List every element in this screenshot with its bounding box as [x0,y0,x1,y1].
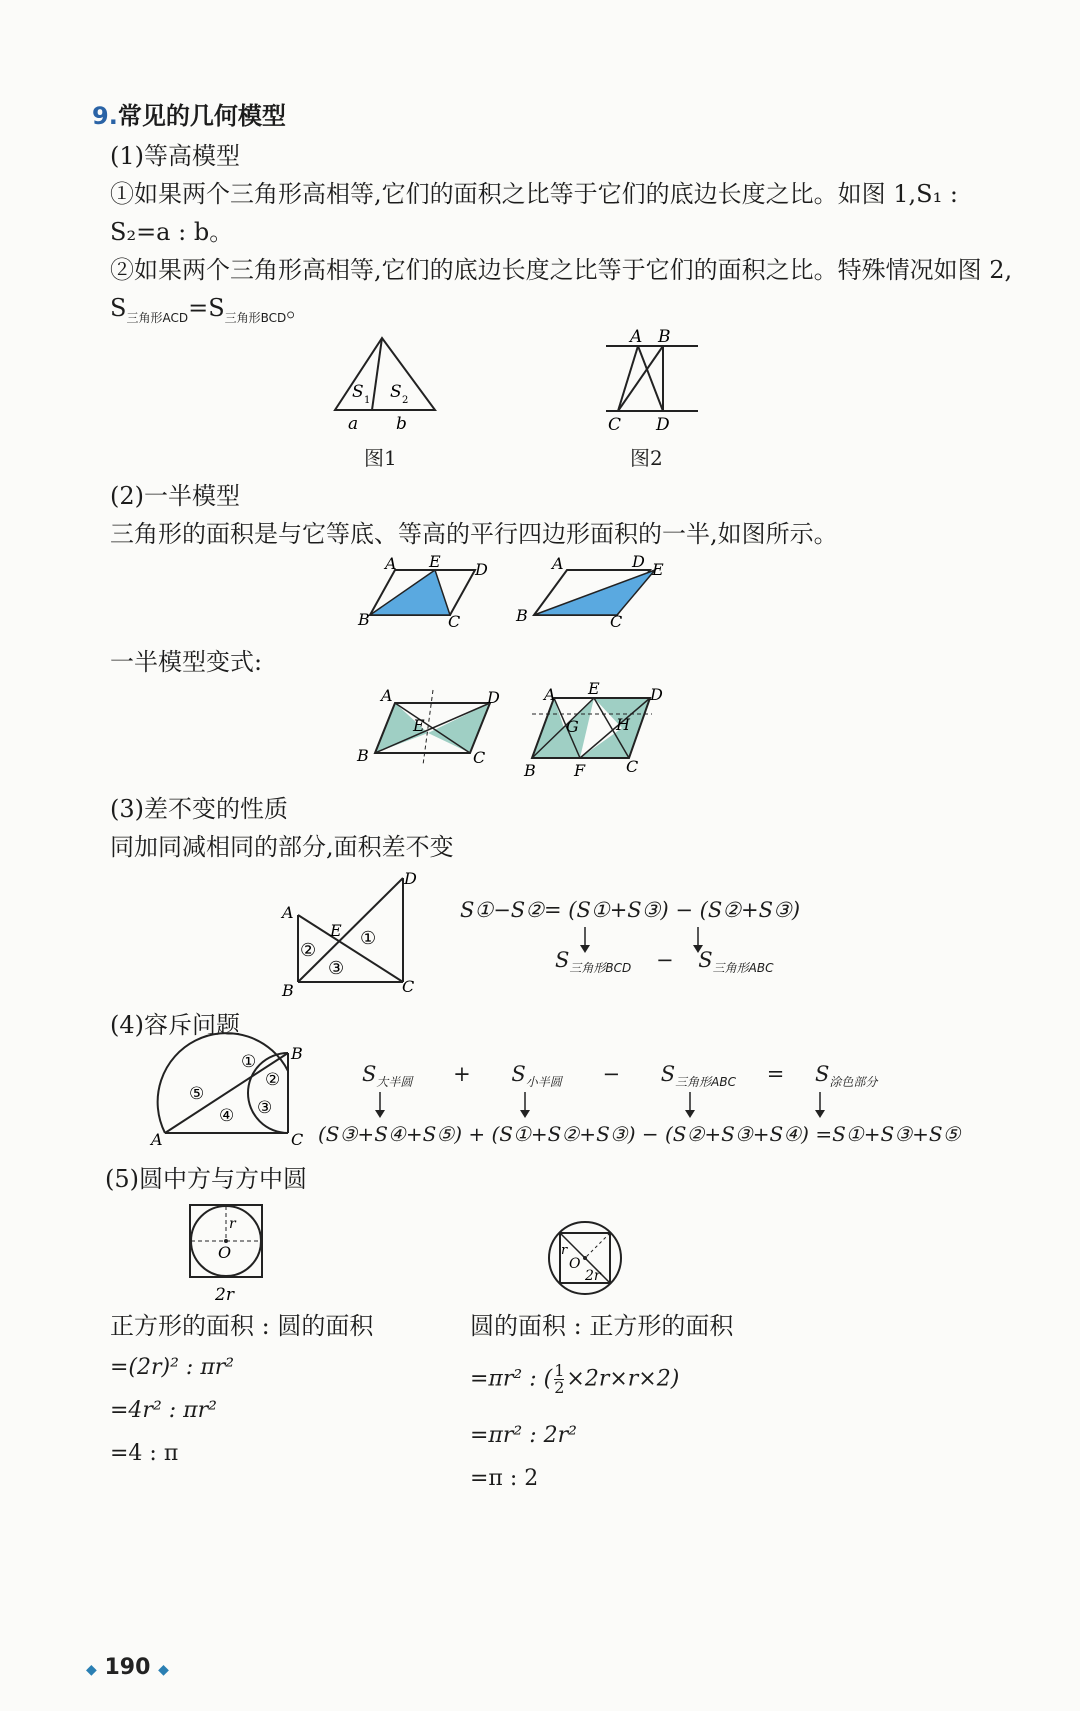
var-a-B: B [357,746,369,765]
diamond-icon: ◆ [158,1662,169,1678]
variant-figure-a [355,685,510,770]
right-l1 [470,1363,679,1396]
cis-O: O [218,1243,232,1262]
diff-c1: ① [360,928,377,949]
fig1-s2: S [390,382,402,402]
fig1-b: b [396,414,407,434]
frac-num: 1 [554,1361,565,1380]
variant-figure-b [522,680,672,780]
res-left-sub: 三角形BCD [569,961,632,976]
model5-heading: (5)圆中方与方中圆 [105,1165,307,1193]
sic-r: r [561,1243,568,1258]
top-s1-sub: 大半圆 [376,1075,413,1090]
model3-heading: (3)差不变的性质 [110,795,288,823]
fig2-caption: 图2 [630,446,663,470]
var-b-D: D [650,685,663,704]
model4-bottom: (S③+S④+S⑤) + (S①+S②+S③) − (S②+S③+S④) =S①+S③+S⑤ [318,1122,961,1146]
half-model-figure-a [355,552,495,631]
var-a-A: A [381,686,393,705]
diff-c3: ③ [328,958,345,979]
left-l2: =4r² : πr² [110,1398,217,1423]
half-a-A: A [385,554,397,573]
model2-variant: 一半模型变式: [110,648,263,676]
var-a-D: D [487,688,500,707]
diff-c2: ② [300,940,317,961]
top-s1: S [362,1062,377,1086]
fig2-B: B [658,327,671,347]
difference-figure [278,870,428,1000]
top-s3-sub: 三角形ABC [675,1075,736,1090]
semi-c5: ⑤ [189,1084,205,1104]
right-l2: =πr² : 2r² [470,1423,577,1448]
fig1-a: a [348,414,359,434]
fig1-s1-sub: 1 [364,395,371,406]
top-plus: + [453,1062,471,1086]
top-eq: = [766,1062,785,1086]
model2-heading: (2)一半模型 [110,482,240,510]
page-number-text: 190 [104,1655,151,1680]
top-s3: S [660,1062,676,1086]
figure-2 [598,328,708,438]
semi-c1: ① [241,1052,257,1072]
top-s4-sub: 涂色部分 [829,1075,878,1090]
fig1-caption: 图1 [364,446,397,470]
model1-p2-line2 [110,294,310,325]
half-b-B: B [516,606,528,625]
fig2-C: C [608,415,622,435]
half-model-figure-b [512,552,682,631]
right-l3: =π : 2 [470,1466,539,1491]
half-b-E: E [652,560,664,579]
left-l1: =(2r)² : πr² [110,1355,235,1380]
top-s2-sub: 小半圆 [525,1075,562,1090]
half-a-C: C [448,612,461,631]
diff-C: C [402,977,415,996]
left-title: 正方形的面积 : 圆的面积 [110,1312,374,1340]
semi-c4: ④ [219,1106,235,1126]
semicircle-figure [145,1045,315,1155]
right-l1-b: ×2r×r×2) [566,1366,680,1392]
diamond-icon: ◆ [86,1662,97,1678]
sub-acd: 三角形ACD [126,310,189,325]
cis-r: r [229,1216,236,1232]
top-s4: S [814,1062,830,1086]
section-title-text: 常见的几何模型 [117,102,286,130]
sub-bcd: 三角形BCD [224,310,287,325]
top-minus: − [602,1062,621,1086]
eq-s: =S [188,294,225,322]
model1-heading: (1)等高模型 [110,142,240,170]
model3-text: 同加同减相同的部分,面积差不变 [110,833,454,861]
var-b-F: F [574,761,586,780]
model3-result [555,948,773,976]
section-number: 9. [92,102,118,130]
half-b-C: C [610,612,623,631]
semi-A: A [151,1130,163,1149]
diff-D: D [404,869,417,888]
fraction [554,1363,564,1396]
fig1-s1: S [352,382,364,402]
semi-C: C [291,1130,304,1149]
model4-heading: (4)容斥问题 [110,1011,240,1039]
var-b-G: G [566,717,579,736]
half-a-E: E [429,552,441,571]
model3-formula: S①−S②= (S①+S③) − (S②+S③) [460,898,801,922]
page-number [86,1655,169,1680]
semi-c2: ② [265,1070,281,1090]
var-b-H: H [616,715,630,734]
right-title: 圆的面积 : 正方形的面积 [470,1312,734,1340]
top-s2: S [511,1062,526,1086]
var-b-C: C [626,757,639,776]
s-symbol: S [110,294,127,322]
left-l3: =4 : π [110,1441,179,1466]
half-b-D: D [632,552,645,571]
sic-O: O [569,1256,581,1272]
res-minus: − [655,948,674,972]
semi-c3: ③ [257,1098,273,1118]
sic-diag: 2r [585,1268,601,1284]
period: 。 [286,294,311,322]
var-b-E: E [588,679,600,698]
fig2-D: D [656,415,670,435]
res-left-s: S [555,948,570,972]
model4-arrows [360,1090,840,1120]
half-a-D: D [475,560,488,579]
model1-p2-line1: ②如果两个三角形高相等,它们的底边长度之比等于它们的面积之比。特殊情况如图 2, [110,256,1013,284]
var-a-C: C [473,748,486,767]
cis-side: 2r [215,1285,234,1305]
diff-B: B [282,981,294,1000]
res-right-sub: 三角形ABC [712,961,774,976]
model2-text: 三角形的面积是与它等底、等高的平行四边形面积的一半,如图所示。 [110,520,838,548]
model1-p1-line2: S₂=a : b。 [110,218,234,246]
frac-den: 2 [554,1378,565,1397]
fig1-s2-sub: 2 [402,395,409,406]
var-b-B: B [524,761,536,780]
model4-top [362,1062,877,1090]
var-a-E: E [413,716,425,735]
circle-in-square-figure [185,1200,270,1310]
half-b-A: A [552,554,564,573]
res-right-s: S [698,948,713,972]
fig2-A: A [630,327,643,347]
figure-1 [330,335,450,445]
var-b-A: A [544,685,556,704]
diff-A: A [282,903,294,922]
semi-B: B [291,1044,303,1063]
right-l1-a: =πr² : ( [470,1366,553,1392]
half-a-B: B [358,610,370,629]
section-title [92,102,286,131]
square-in-circle-figure [547,1220,627,1300]
model1-p1-line1: ①如果两个三角形高相等,它们的面积之比等于它们的底边长度之比。如图 1,S₁ : [110,180,958,208]
diff-E: E [330,921,342,940]
